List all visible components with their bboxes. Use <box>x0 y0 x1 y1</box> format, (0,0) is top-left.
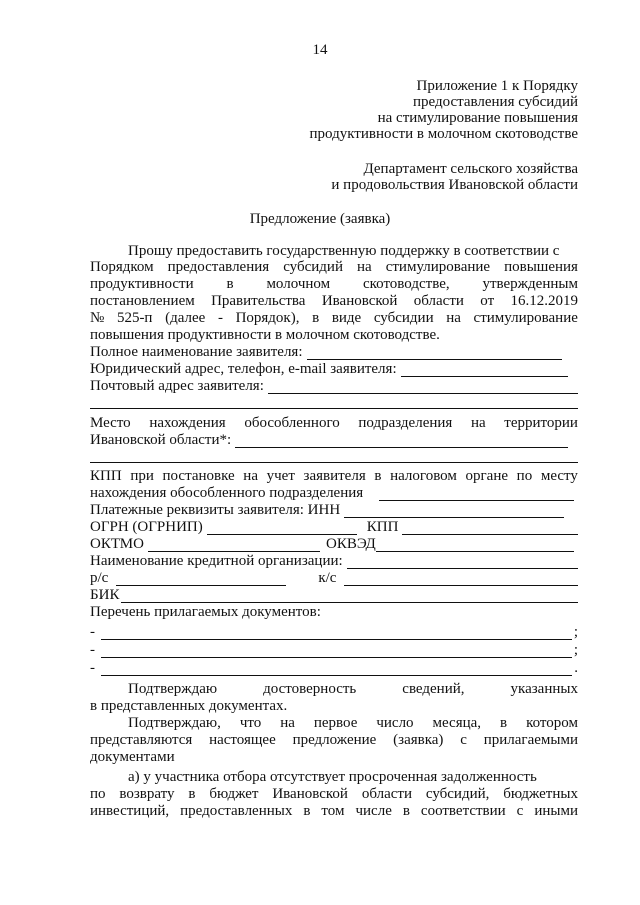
ogrn-line[interactable] <box>207 522 357 535</box>
location-line[interactable] <box>235 435 568 448</box>
appendix-line-1: Приложение 1 к Порядку <box>416 78 578 94</box>
doc-item-1[interactable] <box>90 624 578 640</box>
postal-address-line-2[interactable] <box>90 408 578 409</box>
kpp-subdivision-label: нахождения обособленного подразделения <box>90 485 364 501</box>
rs-label: р/с <box>90 570 109 586</box>
confirm2-line-3: документами <box>90 749 175 765</box>
legal-address-line[interactable] <box>401 364 568 377</box>
bank-name-line[interactable] <box>347 556 578 569</box>
confirm2-line-1: Подтверждаю, что на первое число месяца, в котором <box>128 715 578 731</box>
doc-item-2[interactable] <box>90 642 578 658</box>
ogrn-kpp-row <box>90 519 578 535</box>
full-name-label: Полное наименование заявителя: <box>90 344 303 360</box>
bik-label: БИК <box>90 587 120 603</box>
doc-item-end: . <box>574 660 578 676</box>
kpp-note-line-1: КПП при постановке на учет заявителя в налоговом органе по месту <box>90 468 578 484</box>
location-line-1: Место нахождения обособленного подразделения на территории <box>90 415 578 431</box>
kpp-subdivision-line[interactable] <box>379 488 574 501</box>
intro-line-6: повышения продуктивности в молочном скотоводстве. <box>90 327 440 343</box>
item-a-line-1: а) у участника отбора отсутствует просроченная задолженность <box>128 769 537 785</box>
doc-item-dash: - <box>90 660 95 676</box>
confirm1-line-1: Подтверждаю достоверность сведений, указанных <box>128 681 578 697</box>
oktmo-label: ОКТМО <box>90 536 144 552</box>
item-a-line-2: по возврату в бюджет Ивановской области субсидий, бюджетных <box>90 786 578 802</box>
accounts-row <box>90 570 578 586</box>
appendix-line-2: предоставления субсидий <box>412 94 578 110</box>
full-name-line[interactable] <box>307 347 563 360</box>
doc-item-dash: - <box>90 642 95 658</box>
bik-line[interactable] <box>121 590 578 603</box>
intro-line-2: Порядком предоставления субсидий на стимулирование повышения <box>90 259 578 275</box>
inn-field[interactable] <box>90 502 578 518</box>
legal-address-label: Юридический адрес, телефон, e-mail заявителя: <box>90 361 397 377</box>
appendix-line-3: на стимулирование повышения <box>377 110 578 126</box>
oktmo-okved-row <box>90 536 578 552</box>
postal-address-line[interactable] <box>268 381 578 394</box>
ks-label: к/с <box>318 570 337 586</box>
rs-line[interactable] <box>116 573 286 586</box>
postal-address-label: Почтовый адрес заявителя: <box>90 378 264 394</box>
legal-address-field[interactable] <box>90 361 578 377</box>
intro-line-1: Прошу предоставить государственную поддержку в соответствии с <box>128 243 560 259</box>
payment-label: Платежные реквизиты заявителя: ИНН <box>90 502 341 518</box>
kpp-line[interactable] <box>402 522 578 535</box>
intro-line-4: постановлением Правительства Ивановской области от 16.12.2019 <box>90 293 578 309</box>
okved-line[interactable] <box>376 539 574 552</box>
ogrn-label: ОГРН (ОГРНИП) <box>90 519 203 535</box>
location-line-2[interactable] <box>90 462 578 463</box>
doc-item-end: ; <box>573 642 578 658</box>
doc-item-end: ; <box>573 624 578 640</box>
doc-item-line[interactable] <box>101 663 572 676</box>
doc-item-dash: - <box>90 624 95 640</box>
confirm1-line-2: в представленных документах. <box>90 698 288 714</box>
oktmo-line[interactable] <box>148 539 320 552</box>
inn-line[interactable] <box>344 505 564 518</box>
document-title: Предложение (заявка) <box>249 211 391 227</box>
kpp-label: КПП <box>366 519 399 535</box>
bank-name-label: Наименование кредитной организации: <box>90 553 343 569</box>
doc-item-line[interactable] <box>101 627 572 640</box>
intro-line-5: № 525-п (далее - Порядок), в виде субсидии на стимулирование <box>90 310 578 326</box>
addressee-line-2: и продовольствия Ивановской области <box>331 177 578 193</box>
postal-address-field[interactable] <box>90 378 578 394</box>
kpp-subdivision-field[interactable] <box>90 485 578 501</box>
ks-line[interactable] <box>344 573 578 586</box>
docs-list-label: Перечень прилагаемых документов: <box>90 604 321 620</box>
location-label: Ивановской области*: <box>90 432 232 448</box>
item-a-line-3: инвестиций, предоставленных в том числе в соответствии с иными <box>90 803 578 819</box>
doc-item-line[interactable] <box>101 645 572 658</box>
doc-item-3[interactable] <box>90 660 578 676</box>
confirm2-line-2: представляются настоящее предложение (заявка) с прилагаемыми <box>90 732 578 748</box>
appendix-line-4: продуктивности в молочном скотоводстве <box>309 126 578 142</box>
okved-label: ОКВЭД <box>325 536 376 552</box>
bank-name-field[interactable] <box>90 553 578 569</box>
addressee-line-1: Департамент сельского хозяйства <box>363 161 578 177</box>
intro-line-3: продуктивности в молочном скотоводстве, утвержденным <box>90 276 578 292</box>
bik-field[interactable] <box>90 587 578 603</box>
full-name-field[interactable] <box>90 344 578 360</box>
location-field[interactable] <box>90 432 578 448</box>
page-number: 14 <box>312 42 328 58</box>
